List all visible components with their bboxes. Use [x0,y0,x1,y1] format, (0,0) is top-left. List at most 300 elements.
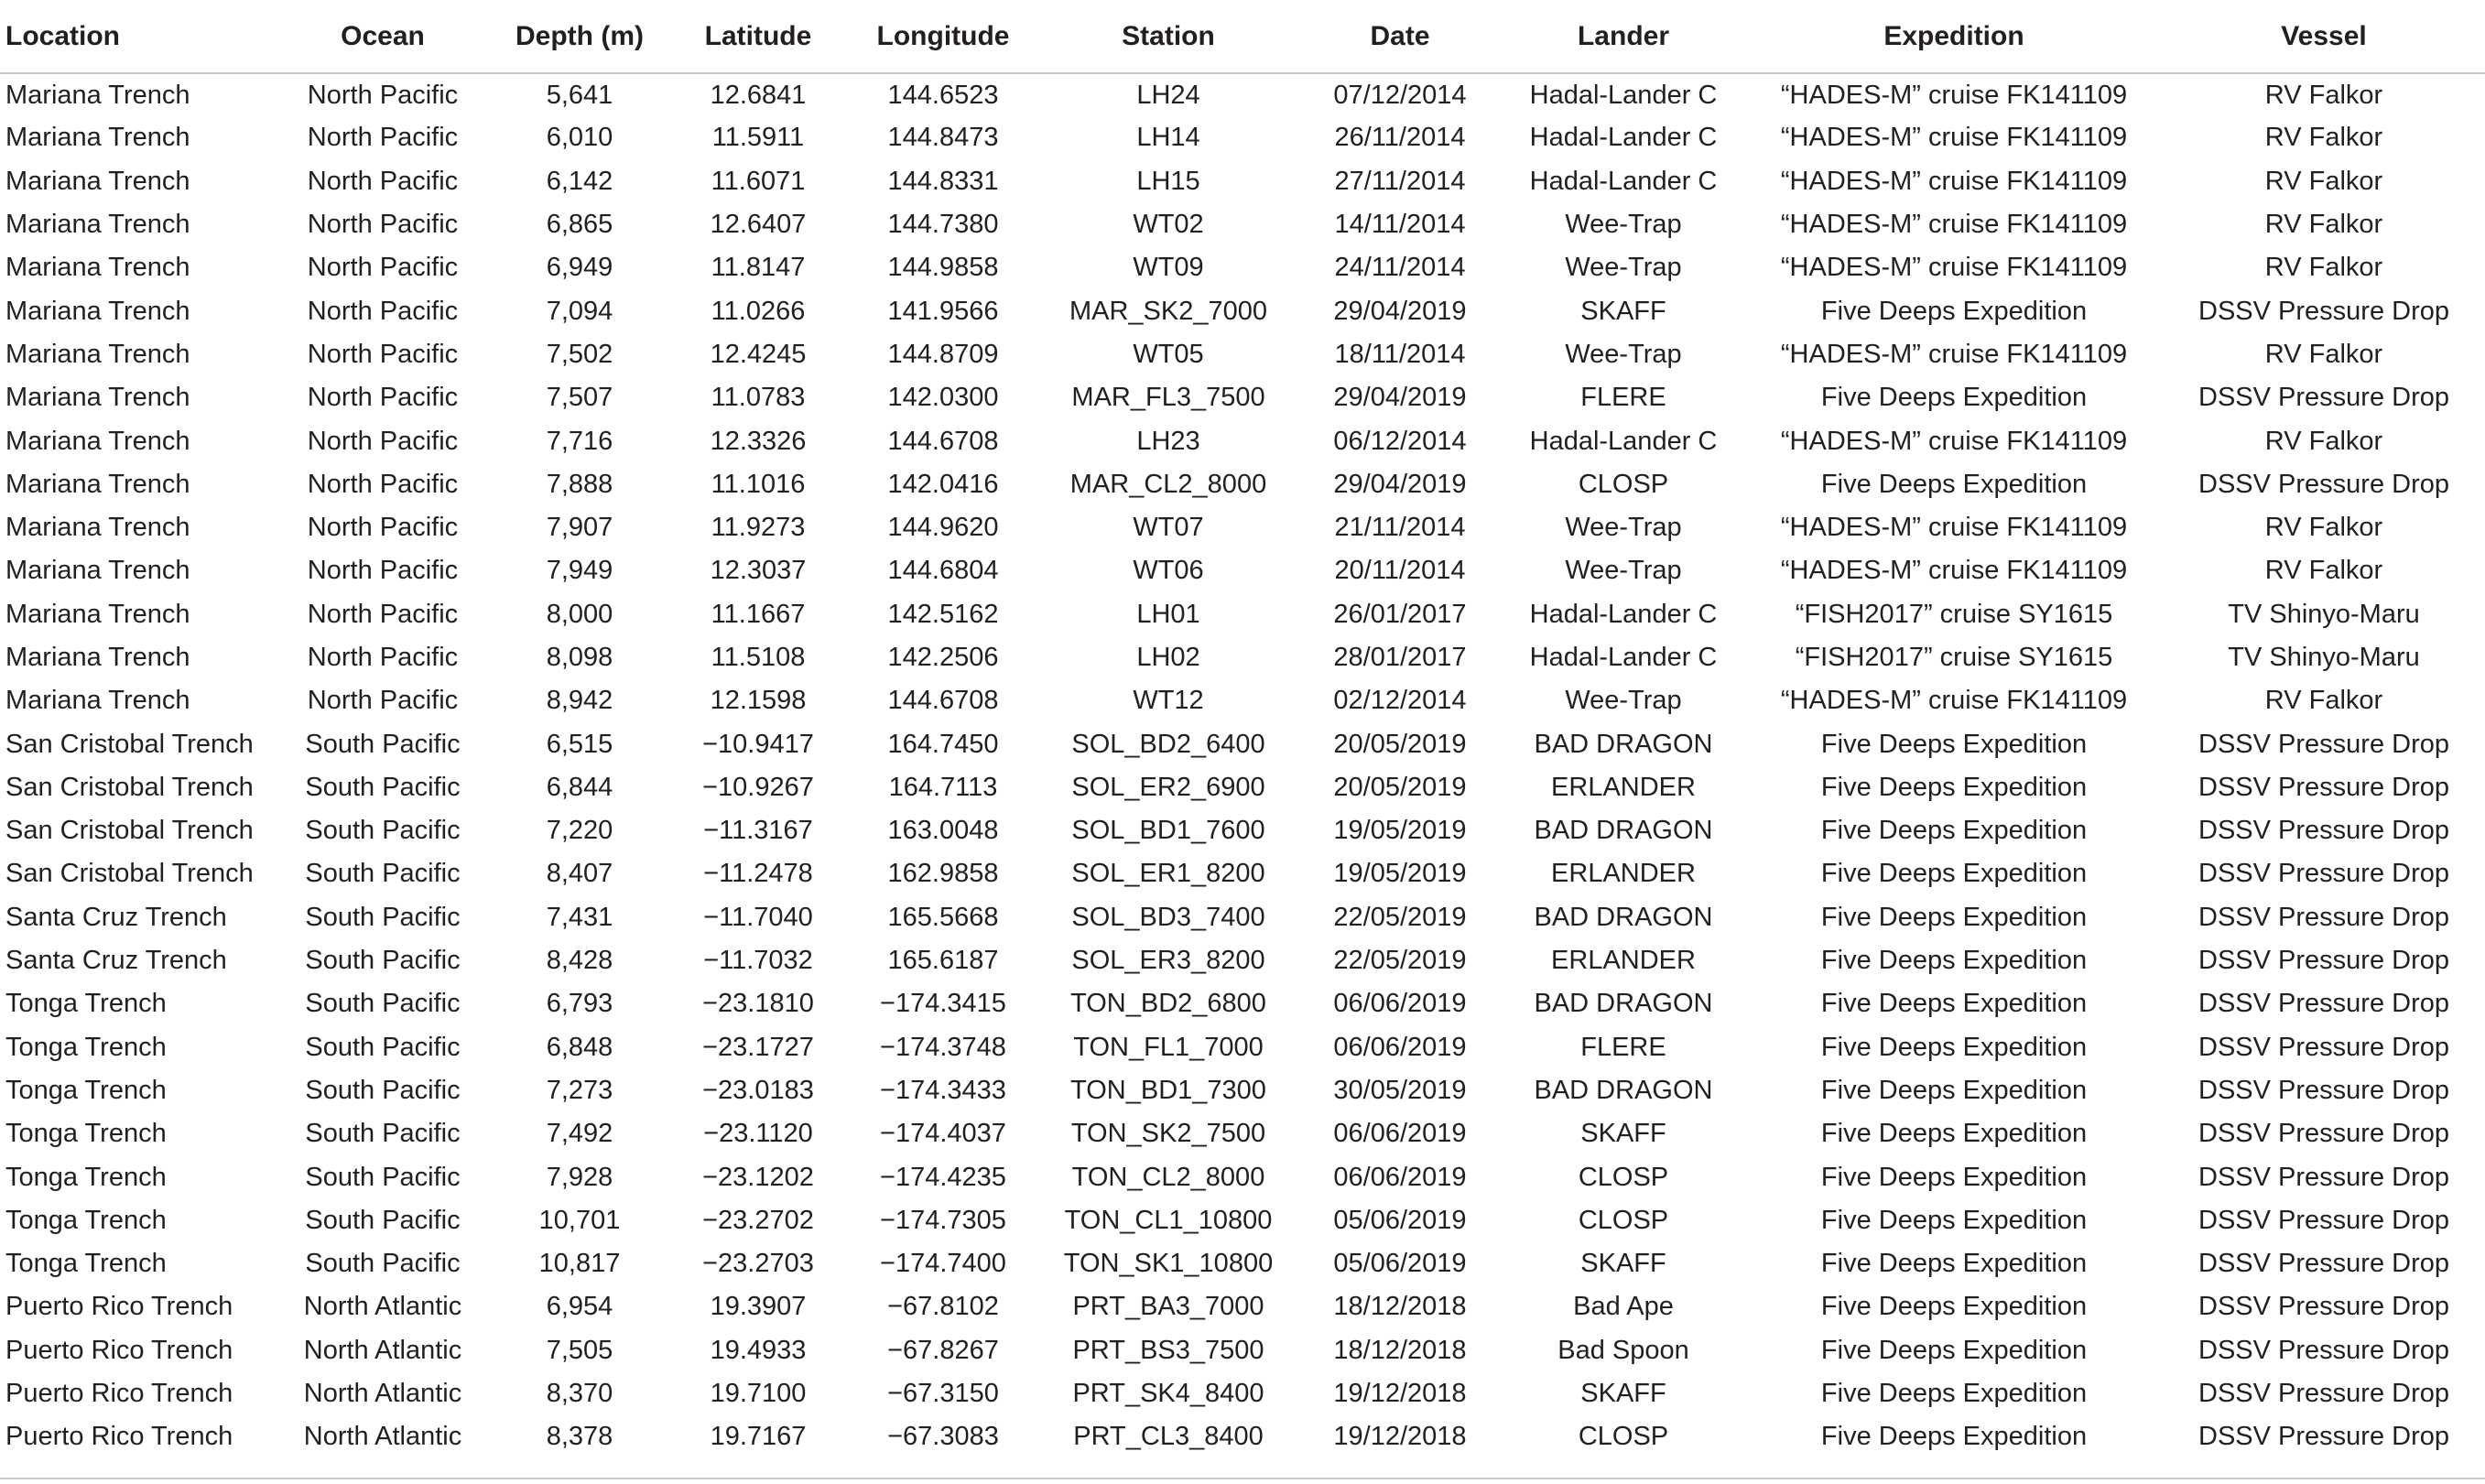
cell-vessel: DSSV Pressure Drop [2198,1422,2449,1452]
cell-latitude: −23.0183 [702,1075,814,1105]
cell-depth: 6,010 [546,123,613,153]
cell-lander: BAD DRAGON [1534,1075,1713,1105]
cell-lander: ERLANDER [1551,772,1696,802]
cell-location: San Cristobal Trench [5,729,254,759]
cell-lander: SKAFF [1580,1379,1666,1409]
cell-latitude: −23.2702 [702,1205,814,1235]
cell-location: Mariana Trench [5,686,190,716]
cell-station: LH15 [1136,166,1200,196]
cell-longitude: 144.7380 [887,210,999,240]
cell-vessel: DSSV Pressure Drop [2198,1032,2449,1062]
cell-expedition: “HADES-M” cruise FK141109 [1780,210,2128,240]
cell-location: Mariana Trench [5,599,190,629]
cell-latitude: −11.7032 [703,946,813,976]
cell-depth: 7,502 [546,339,613,369]
cell-date: 29/04/2019 [1333,296,1467,326]
cell-vessel: RV Falkor [2264,80,2383,110]
cell-ocean: South Pacific [305,902,461,932]
cell-expedition: Five Deeps Expedition [1820,296,2088,326]
cell-depth: 8,000 [546,599,613,629]
cell-location: Mariana Trench [5,469,190,499]
cell-expedition: Five Deeps Expedition [1820,946,2088,976]
cell-station: TON_SK2_7500 [1070,1119,1266,1149]
cell-ocean: South Pacific [305,772,461,802]
table-header [0,0,2485,73]
cell-lander: Wee-Trap [1565,339,1682,369]
cell-longitude: 142.0416 [887,469,999,499]
cell-vessel: DSSV Pressure Drop [2198,902,2449,932]
cell-expedition: “HADES-M” cruise FK141109 [1780,339,2128,369]
cell-depth: 6,515 [546,729,613,759]
cell-expedition: “HADES-M” cruise FK141109 [1780,80,2128,110]
cell-date: 19/12/2018 [1333,1379,1467,1409]
cell-vessel: DSSV Pressure Drop [2198,1162,2449,1192]
cell-ocean: North Pacific [307,339,459,369]
column-header-ocean: Ocean [275,0,491,73]
cell-lander: BAD DRAGON [1534,729,1713,759]
cell-longitude: 141.9566 [887,296,999,326]
cell-vessel: RV Falkor [2264,556,2383,586]
cell-depth: 8,378 [546,1422,613,1452]
cell-longitude: −67.8102 [887,1292,999,1322]
cell-ocean: South Pacific [305,1075,461,1105]
cell-location: Puerto Rico Trench [5,1335,233,1365]
cell-location: Mariana Trench [5,339,190,369]
cell-depth: 7,907 [546,513,613,543]
cell-station: MAR_SK2_7000 [1069,296,1268,326]
cell-expedition: “HADES-M” cruise FK141109 [1780,513,2128,543]
cell-latitude: 12.3326 [710,426,807,456]
cell-ocean: North Pacific [307,426,459,456]
column-header-depth: Depth (m) [491,0,668,73]
cell-longitude: 165.6187 [887,946,999,976]
cell-ocean: North Pacific [307,296,459,326]
cell-lander: Hadal-Lander C [1529,123,1718,153]
cell-depth: 8,942 [546,686,613,716]
cell-location: Tonga Trench [5,1162,167,1192]
cell-depth: 6,954 [546,1292,613,1322]
cell-date: 29/04/2019 [1333,469,1467,499]
column-header-date: Date [1298,0,1502,73]
cell-lander: FLERE [1580,383,1666,413]
cell-date: 05/06/2019 [1333,1205,1467,1235]
cell-latitude: 11.5911 [711,123,805,153]
table-row [0,939,2485,982]
cell-expedition: Five Deeps Expedition [1820,1075,2088,1105]
cell-station: WT05 [1133,339,1204,369]
cell-station: SOL_ER3_8200 [1071,946,1265,976]
cell-latitude: −11.2478 [703,859,813,889]
cell-station: TON_SK1_10800 [1063,1249,1274,1279]
table-row [0,73,2485,116]
cell-expedition: “HADES-M” cruise FK141109 [1780,686,2128,716]
cell-date: 21/11/2014 [1334,513,1466,543]
cell-station: WT06 [1133,556,1204,586]
cell-station: LH24 [1136,80,1200,110]
cell-date: 30/05/2019 [1333,1075,1467,1105]
cell-expedition: Five Deeps Expedition [1820,1335,2088,1365]
cell-location: Mariana Trench [5,556,190,586]
cell-date: 29/04/2019 [1333,383,1467,413]
cell-depth: 7,094 [546,296,613,326]
cell-longitude: 144.6708 [887,426,999,456]
table-row [0,1112,2485,1155]
cell-station: TON_BD1_7300 [1070,1075,1266,1105]
cell-expedition: Five Deeps Expedition [1820,1292,2088,1322]
cell-station: TON_FL1_7000 [1073,1032,1264,1062]
cell-latitude: 11.6071 [711,166,806,196]
cell-date: 22/05/2019 [1333,902,1467,932]
cell-longitude: 165.5668 [887,902,999,932]
cell-expedition: Five Deeps Expedition [1820,816,2088,846]
cell-expedition: Five Deeps Expedition [1820,859,2088,889]
table-row [0,506,2485,549]
cell-vessel: DSSV Pressure Drop [2198,1075,2449,1105]
cell-expedition: Five Deeps Expedition [1820,1162,2088,1192]
cell-station: TON_CL2_8000 [1071,1162,1265,1192]
cell-location: Mariana Trench [5,210,190,240]
cell-lander: SKAFF [1580,296,1666,326]
cell-depth: 5,641 [546,80,613,110]
cell-vessel: RV Falkor [2264,686,2383,716]
cell-longitude: 144.6523 [887,80,999,110]
cell-lander: CLOSP [1578,469,1669,499]
cell-ocean: South Pacific [305,859,461,889]
cell-latitude: 11.9273 [711,513,806,543]
table-row [0,1199,2485,1242]
cell-lander: SKAFF [1580,1249,1666,1279]
table-row [0,1242,2485,1285]
cell-latitude: −23.1727 [702,1032,814,1062]
cell-station: MAR_FL3_7500 [1071,383,1265,413]
table-row [0,852,2485,895]
cell-vessel: RV Falkor [2264,210,2383,240]
cell-expedition: Five Deeps Expedition [1820,1379,2088,1409]
cell-lander: Hadal-Lander C [1529,599,1718,629]
cell-lander: Wee-Trap [1565,686,1682,716]
cell-date: 18/12/2018 [1333,1335,1467,1365]
cell-ocean: South Pacific [305,1032,461,1062]
cell-station: PRT_BA3_7000 [1072,1292,1264,1322]
cell-station: LH02 [1136,643,1200,672]
cell-station: WT07 [1133,513,1204,543]
cell-location: Santa Cruz Trench [5,946,227,976]
cell-ocean: North Atlantic [303,1379,462,1409]
cell-expedition: Five Deeps Expedition [1820,1205,2088,1235]
cell-longitude: −67.8267 [887,1335,999,1365]
table-row [0,982,2485,1025]
cell-station: WT12 [1133,686,1204,716]
cell-date: 18/12/2018 [1333,1292,1467,1322]
cell-location: Mariana Trench [5,513,190,543]
column-header-expedition: Expedition [1745,0,2163,73]
cell-date: 06/12/2014 [1333,426,1467,456]
cell-latitude: 11.0266 [711,296,806,326]
cell-date: 19/05/2019 [1333,816,1467,846]
cell-lander: Wee-Trap [1565,556,1682,586]
cell-ocean: North Pacific [307,599,459,629]
cell-vessel: RV Falkor [2264,339,2383,369]
cell-vessel: DSSV Pressure Drop [2198,1249,2449,1279]
cell-lander: BAD DRAGON [1534,816,1713,846]
cell-longitude: 142.2506 [887,643,999,672]
cell-lander: Hadal-Lander C [1529,80,1718,110]
cell-depth: 8,407 [546,859,613,889]
cell-depth: 7,888 [546,469,613,499]
cell-longitude: −174.4037 [880,1119,1006,1149]
cell-latitude: 11.1667 [711,599,806,629]
cell-date: 28/01/2017 [1333,643,1467,672]
cell-longitude: −174.7305 [880,1205,1006,1235]
cell-lander: Wee-Trap [1565,210,1682,240]
cell-expedition: Five Deeps Expedition [1820,1249,2088,1279]
cell-latitude: −23.1810 [702,989,814,1019]
table-row [0,116,2485,159]
cell-longitude: 142.5162 [887,599,999,629]
cell-lander: Bad Ape [1573,1292,1674,1322]
table-row [0,333,2485,376]
column-header-location: Location [0,0,275,73]
cell-ocean: South Pacific [305,989,461,1019]
cell-ocean: North Pacific [307,643,459,672]
cell-expedition: “HADES-M” cruise FK141109 [1780,253,2128,283]
cell-date: 26/11/2014 [1334,123,1466,153]
cell-vessel: DSSV Pressure Drop [2198,1205,2449,1235]
cell-depth: 7,431 [546,902,613,932]
cell-station: WT09 [1133,253,1204,283]
cell-location: Mariana Trench [5,123,190,153]
cell-ocean: North Pacific [307,556,459,586]
cell-location: Mariana Trench [5,296,190,326]
cell-date: 06/06/2019 [1333,1032,1467,1062]
cell-latitude: 12.3037 [710,556,807,586]
cell-longitude: 144.9858 [887,253,999,283]
cell-depth: 6,848 [546,1032,613,1062]
cell-vessel: DSSV Pressure Drop [2198,816,2449,846]
cell-latitude: 19.3907 [710,1292,807,1322]
cell-station: PRT_BS3_7500 [1072,1335,1264,1365]
cell-latitude: 12.6841 [710,80,807,110]
cell-longitude: 142.0300 [887,383,999,413]
cell-ocean: North Pacific [307,253,459,283]
cell-expedition: Five Deeps Expedition [1820,469,2088,499]
cell-location: San Cristobal Trench [5,859,254,889]
cell-vessel: TV Shinyo-Maru [2228,599,2420,629]
cell-expedition: Five Deeps Expedition [1820,383,2088,413]
cell-longitude: 144.6708 [887,686,999,716]
cell-station: LH23 [1136,426,1200,456]
cell-expedition: Five Deeps Expedition [1820,989,2088,1019]
cell-expedition: “HADES-M” cruise FK141109 [1780,166,2128,196]
cell-date: 22/05/2019 [1333,946,1467,976]
cell-expedition: Five Deeps Expedition [1820,729,2088,759]
table-row [0,289,2485,332]
table-row [0,246,2485,289]
table-row [0,766,2485,809]
cell-depth: 7,492 [546,1119,613,1149]
cell-longitude: −174.4235 [880,1162,1006,1192]
cell-location: San Cristobal Trench [5,816,254,846]
cell-station: SOL_ER1_8200 [1071,859,1265,889]
cell-depth: 6,793 [546,989,613,1019]
cell-date: 20/05/2019 [1333,772,1467,802]
cell-lander: ERLANDER [1551,946,1696,976]
cell-vessel: DSSV Pressure Drop [2198,296,2449,326]
cell-vessel: DSSV Pressure Drop [2198,469,2449,499]
cell-date: 20/05/2019 [1333,729,1467,759]
cell-station: PRT_CL3_8400 [1073,1422,1264,1452]
cell-depth: 7,220 [546,816,613,846]
cell-ocean: South Pacific [305,1249,461,1279]
cell-latitude: 12.1598 [710,686,807,716]
cell-ocean: North Pacific [307,123,459,153]
cell-latitude: −23.1120 [703,1119,813,1149]
cell-vessel: RV Falkor [2264,513,2383,543]
cell-ocean: North Atlantic [303,1292,462,1322]
column-header-lander: Lander [1502,0,1745,73]
table-row [0,896,2485,939]
cell-depth: 6,844 [546,772,613,802]
cell-ocean: South Pacific [305,946,461,976]
cell-latitude: 12.6407 [710,210,807,240]
column-header-longitude: Longitude [848,0,1038,73]
cell-location: San Cristobal Trench [5,772,254,802]
table-row [0,1155,2485,1198]
cell-longitude: 164.7450 [887,729,999,759]
table-row [0,722,2485,765]
table-row [0,1285,2485,1328]
cell-longitude: 164.7113 [888,772,998,802]
cell-vessel: RV Falkor [2264,123,2383,153]
cell-longitude: −174.3433 [880,1075,1006,1105]
cell-expedition: “HADES-M” cruise FK141109 [1780,556,2128,586]
cell-lander: CLOSP [1578,1162,1669,1192]
cell-ocean: South Pacific [305,1119,461,1149]
cell-location: Tonga Trench [5,1032,167,1062]
cell-ocean: North Pacific [307,686,459,716]
cell-ocean: South Pacific [305,1162,461,1192]
table-row [0,1026,2485,1069]
table-row [0,679,2485,722]
cell-date: 19/05/2019 [1333,859,1467,889]
cell-station: LH14 [1136,123,1200,153]
cell-depth: 6,865 [546,210,613,240]
cell-depth: 7,928 [546,1162,613,1192]
table-row [0,419,2485,462]
table-row [0,1372,2485,1415]
cell-expedition: “HADES-M” cruise FK141109 [1780,426,2128,456]
cell-station: SOL_BD2_6400 [1071,729,1265,759]
cell-longitude: 144.9620 [887,513,999,543]
table-row [0,636,2485,679]
cell-ocean: North Pacific [307,210,459,240]
cell-station: TON_BD2_6800 [1070,989,1266,1019]
cell-vessel: DSSV Pressure Drop [2198,729,2449,759]
cell-ocean: North Pacific [307,513,459,543]
cell-depth: 7,716 [546,426,613,456]
cell-ocean: North Pacific [307,166,459,196]
cell-location: Mariana Trench [5,253,190,283]
cell-depth: 10,817 [538,1249,621,1279]
cell-location: Puerto Rico Trench [5,1422,233,1452]
cell-location: Mariana Trench [5,426,190,456]
cell-location: Puerto Rico Trench [5,1292,233,1322]
cell-vessel: DSSV Pressure Drop [2198,383,2449,413]
cell-expedition: Five Deeps Expedition [1820,1032,2088,1062]
cell-depth: 10,701 [538,1205,621,1235]
cell-date: 20/11/2014 [1334,556,1466,586]
cell-location: Tonga Trench [5,1119,167,1149]
cell-latitude: 12.4245 [710,339,807,369]
cell-depth: 8,428 [546,946,613,976]
cell-station: LH01 [1136,599,1200,629]
cell-ocean: North Pacific [307,383,459,413]
cell-depth: 8,098 [546,643,613,672]
cell-vessel: DSSV Pressure Drop [2198,1379,2449,1409]
cell-date: 02/12/2014 [1333,686,1467,716]
cell-expedition: “FISH2017” cruise SY1615 [1795,599,2113,629]
cell-date: 05/06/2019 [1333,1249,1467,1279]
cell-latitude: 11.0783 [711,383,806,413]
header-row [0,0,2485,73]
cell-station: MAR_CL2_8000 [1069,469,1267,499]
cell-date: 18/11/2014 [1334,339,1466,369]
cell-date: 26/01/2017 [1333,599,1467,629]
table-row [0,1069,2485,1112]
cell-longitude: 163.0048 [887,816,999,846]
cell-location: Mariana Trench [5,80,190,110]
cell-latitude: 19.7167 [710,1422,807,1452]
cell-vessel: DSSV Pressure Drop [2198,1292,2449,1322]
cell-date: 06/06/2019 [1333,989,1467,1019]
cell-longitude: −174.7400 [880,1249,1006,1279]
cell-expedition: Five Deeps Expedition [1820,1119,2088,1149]
table-row [0,376,2485,419]
cell-latitude: 19.4933 [710,1335,807,1365]
cell-date: 06/06/2019 [1333,1162,1467,1192]
cell-station: PRT_SK4_8400 [1072,1379,1264,1409]
cell-date: 14/11/2014 [1334,210,1466,240]
cell-depth: 7,505 [546,1335,613,1365]
cell-lander: Wee-Trap [1565,513,1682,543]
cell-longitude: 162.9858 [887,859,999,889]
cell-vessel: TV Shinyo-Maru [2228,643,2420,672]
table-row [0,593,2485,636]
cell-latitude: −11.3167 [703,816,813,846]
cell-lander: CLOSP [1578,1205,1669,1235]
cell-lander: FLERE [1580,1032,1666,1062]
table-row [0,1329,2485,1372]
cell-latitude: −11.7040 [703,902,813,932]
cell-lander: Hadal-Lander C [1529,166,1718,196]
cell-ocean: South Pacific [305,729,461,759]
cell-date: 24/11/2014 [1334,253,1466,283]
cell-location: Mariana Trench [5,643,190,672]
cell-station: SOL_ER2_6900 [1071,772,1265,802]
cell-date: 19/12/2018 [1333,1422,1467,1452]
cell-date: 07/12/2014 [1333,80,1467,110]
cell-latitude: −10.9267 [702,772,814,802]
table-row [0,549,2485,592]
cell-expedition: “HADES-M” cruise FK141109 [1780,123,2128,153]
table-row [0,160,2485,203]
cell-longitude: −174.3415 [880,989,1006,1019]
cell-station: WT02 [1133,210,1204,240]
cell-latitude: −10.9417 [702,729,814,759]
cell-depth: 7,949 [546,556,613,586]
cell-location: Tonga Trench [5,1205,167,1235]
cell-latitude: 19.7100 [710,1379,807,1409]
